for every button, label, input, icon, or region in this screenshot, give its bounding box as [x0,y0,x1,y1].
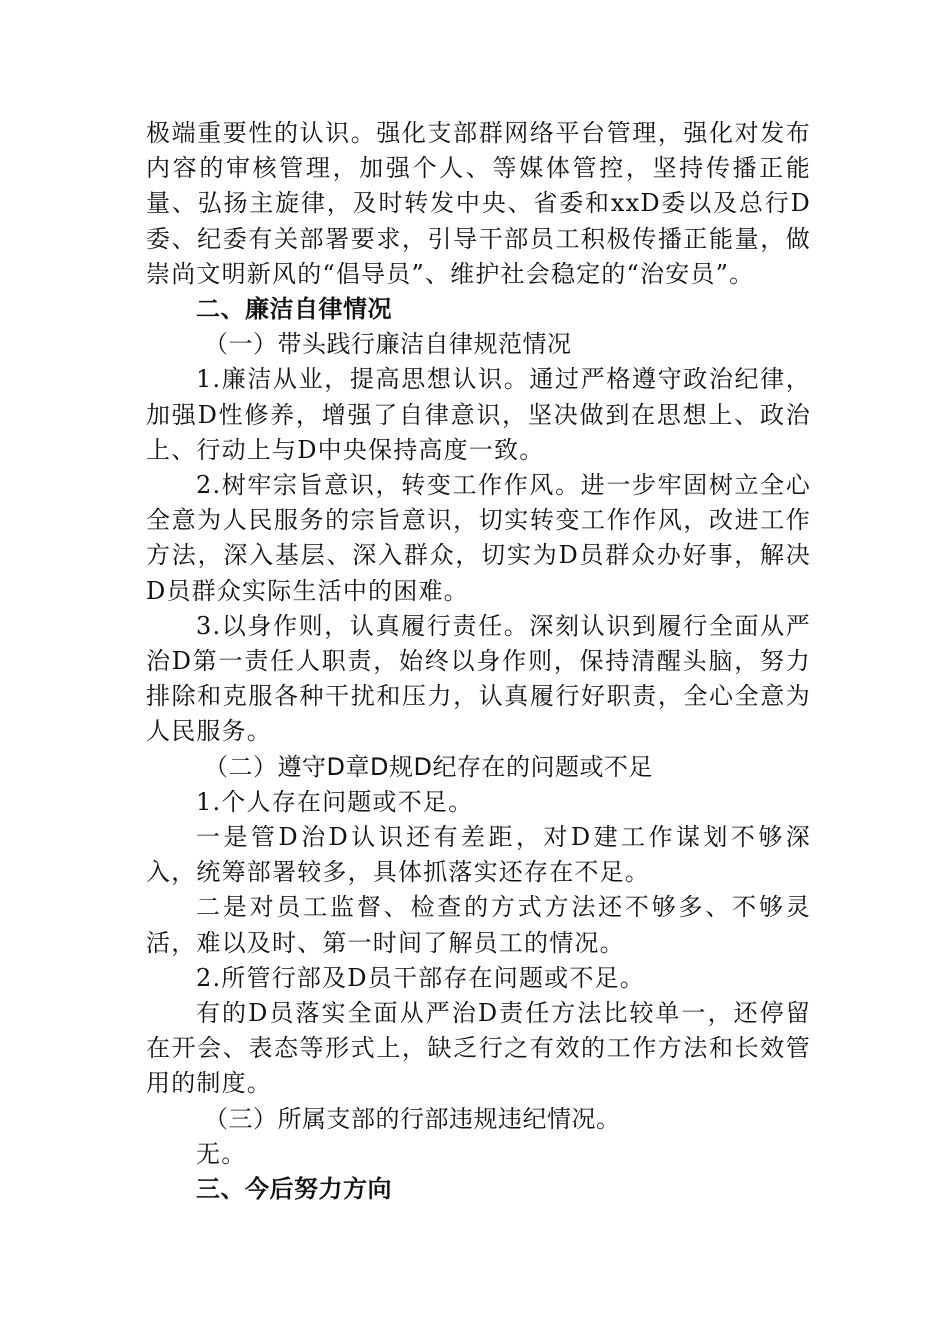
paragraph-integrity-3: 3.以身作则，认真履行责任。深刻认识到履行全面从严治D第一责任人职责，始终以身作则，保持清醒头脑，努力排除和克服各种干扰和压力，认真履行好职责，全心全意为人民服务。 [146,611,811,746]
section-heading-integrity: 二、廉洁自律情况 [196,295,392,324]
paragraph-department-detail: 有的D员落实全面从严治D责任方法比较单一，还停留在开会、表态等形式上，缺乏行之有效的工作方法和长效管用的制度。 [146,999,811,1098]
subsection-heading-practice: （一）带头践行廉洁自律规范情况 [204,330,572,359]
section-heading-future: 三、今后努力方向 [196,1175,392,1204]
paragraph-media-management: 极端重要性的认识。强化支部群网络平台管理，强化对发布内容的审核管理，加强个人、等媒体管控，坚持传播正能量、弘扬主旋律，及时转发中央、省委和xxD委以及总行D委、纪委有关部署要求，引导干部员工积极传播正能量，做崇尚文明新风的“倡导员”、维护社会稳定的“治安员”。 [146,119,811,288]
paragraph-none: 无。 [196,1139,247,1168]
paragraph-integrity-2: 2.树牢宗旨意识，转变工作作风。进一步牢固树立全心全意为人民服务的宗旨意识，切实转变工作作风，改进工作方法，深入基层、深入群众，切实为D员群众办好事，解决D员群众实际生活中的困难。 [146,471,811,605]
paragraph-integrity-1: 1.廉洁从业，提高思想认识。通过严格遵守政治纪律，加强D性修养，增强了自律意识，坚决做到在思想上、政治上、行动上与D中央保持高度一致。 [146,365,811,464]
subsection-heading-problems: （二）遵守D章D规D纪存在的问题或不足 [204,752,653,781]
subsection-heading-violations: （三）所属支部的行部违规违纪情况。 [204,1104,621,1133]
paragraph-department-issues: 2.所管行部及D员干部存在问题或不足。 [196,963,645,992]
document-body [146,116,811,1207]
paragraph-issue-two: 二是对员工监督、检查的方式方法还不够多、不够灵活，难以及时、第一时间了解员工的情况。 [146,893,811,957]
paragraph-issue-one: 一是管D治D认识还有差距，对D建工作谋划不够深入，统筹部署较多，具体抓落实还存在不足。 [146,823,811,887]
paragraph-personal-issues: 1.个人存在问题或不足。 [196,787,474,816]
